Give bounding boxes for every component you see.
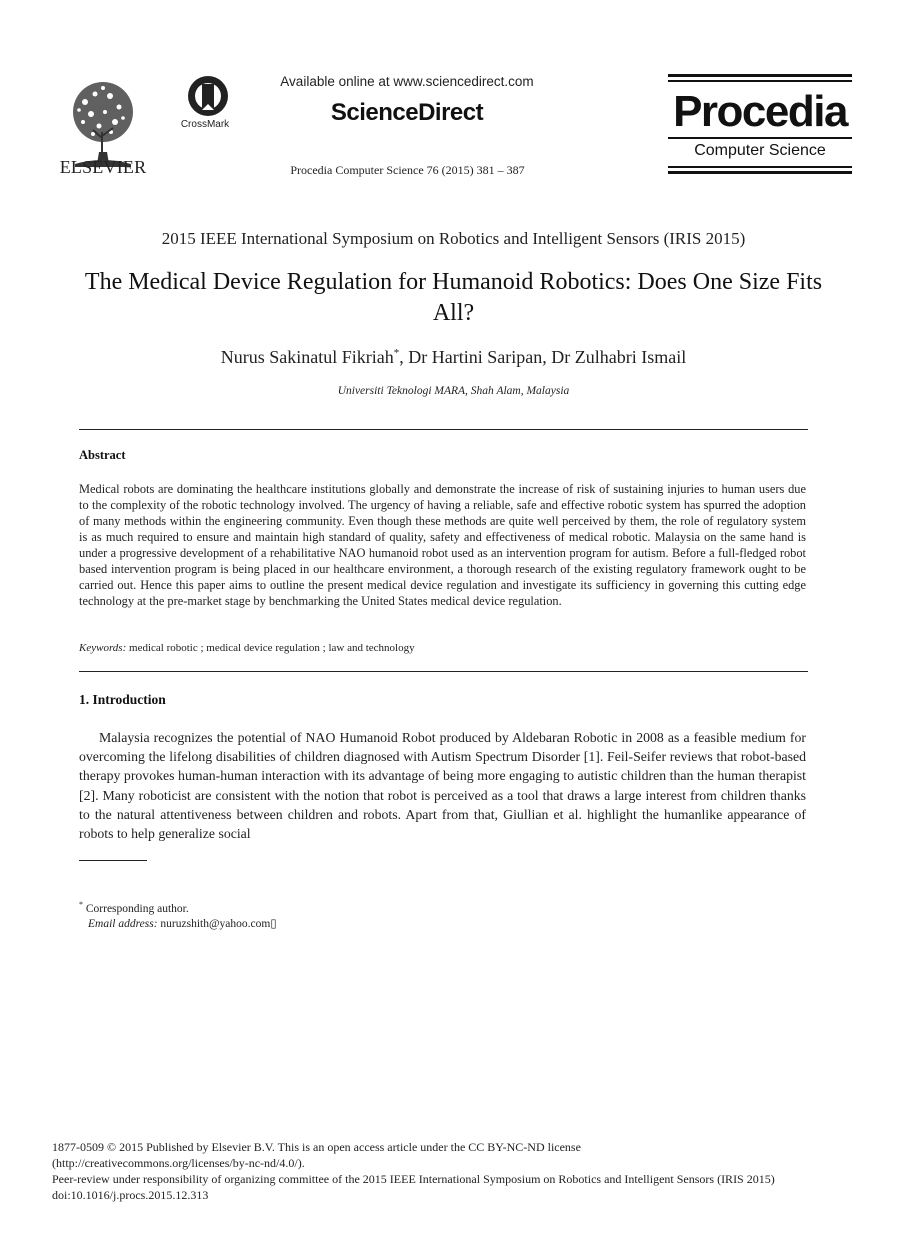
- elsevier-wordmark: ELSEVIER: [59, 157, 147, 177]
- crossmark-label: CrossMark: [180, 119, 230, 130]
- procedia-logo: [668, 74, 852, 174]
- keywords-list: medical robotic ; medical device regulation ; law and technology: [126, 642, 415, 654]
- divider-bottom: [79, 671, 808, 672]
- sciencedirect-logo: ScienceDirect: [330, 99, 484, 126]
- procedia-title: Procedia: [673, 87, 847, 136]
- author-list: [60, 347, 847, 368]
- peer-review-note: Peer-review under responsibility of organizing committee of the 2015 IEEE International Symposium on Robotics and Intelligent Sensors (IRIS 2015): [52, 1172, 775, 1186]
- abstract-text: Medical robots are dominating the healthcare institutions globally and demonstrate the increase of risk of sustaining injuries to human users due to the complexity of the robotic technology involved. The urgency of having a reliable, safe and effective robotic system has spurred the adoption of many methods within the engineering community. Even though these methods are quite well perceived by them, the role of regulatory system is as much required to ensure and maintain high standard of quality, safety and effectiveness of medical robotic. Malaysia on the same hand is under a progressive development of a rehabilitative NAO humanoid robot used as an intervention program for autism. Before a full-fledged robot based intervention program is being placed in our healthcare environment, a thorough research of the existing regulatory framework ought to be carried out. Hence this paper aims to outline the present medical device regulation and investigate its sufficiency in governing this cutting edge technology at the pre-market stage by benchmarking the United States medical device regulation.: [79, 482, 806, 608]
- conference-name: 2015 IEEE International Symposium on Robotics and Intelligent Sensors (IRIS 2015): [161, 229, 746, 248]
- footnote-rule: [79, 860, 147, 861]
- procedia-subtitle: Computer Science: [694, 142, 826, 159]
- footnote-email: [88, 916, 277, 930]
- introduction-text: Malaysia recognizes the potential of NAO Humanoid Robot produced by Aldebaran Robotic in 2008 as a feasible medium for overcoming the lifelong disabilities of children diagnosed with Autism Spectrum Disorder [1]. Feil-Seifer reviews that robot-based therapy provokes human-human interaction with its advantage of being more engaging to autistic children than the human therapist [2]. Many roboticist are consistent with the notion that robot is perceived as a tool that draws a large interest from children thanks to the natural attentiveness between children and robots. Apart from that, Giullian et al. highlight the humanlike appearance of robots to help generalize social: [79, 730, 806, 842]
- keywords: [79, 642, 806, 654]
- email-address[interactable]: nuruzshith@yahoo.com▯: [157, 918, 277, 930]
- footnote-corresponding: [79, 900, 189, 915]
- license-line: 1877-0509 © 2015 Published by Elsevier B.V. This is an open access article under the CC BY-NC-ND license: [52, 1140, 581, 1154]
- corresponding-mark: *: [393, 347, 400, 359]
- affiliation: Universiti Teknologi MARA, Shah Alam, Malaysia: [337, 385, 570, 397]
- available-online-text[interactable]: Available online at www.sciencedirect.com: [280, 74, 534, 89]
- introduction-heading: 1. Introduction: [79, 692, 166, 707]
- divider-top: [79, 429, 808, 430]
- corresponding-label: Corresponding author.: [83, 902, 189, 915]
- first-author: Nurus Sakinatul Fikriah: [220, 347, 394, 367]
- keywords-label: Keywords:: [79, 642, 127, 654]
- abstract-heading: Abstract: [79, 448, 126, 462]
- journal-reference: Procedia Computer Science 76 (2015) 381 – 387: [290, 163, 525, 177]
- paper-title: The Medical Device Regulation for Humanoid Robotics: Does One Size Fits All?: [84, 269, 823, 326]
- footnote-mark: *: [79, 900, 83, 909]
- other-authors: , Dr Hartini Saripan, Dr Zulhabri Ismail: [399, 347, 687, 367]
- license-link[interactable]: (http://creativecommons.org/licenses/by-nc-nd/4.0/).: [52, 1156, 305, 1170]
- doi[interactable]: doi:10.1016/j.procs.2015.12.313: [52, 1188, 209, 1202]
- email-label: Email address:: [88, 918, 158, 930]
